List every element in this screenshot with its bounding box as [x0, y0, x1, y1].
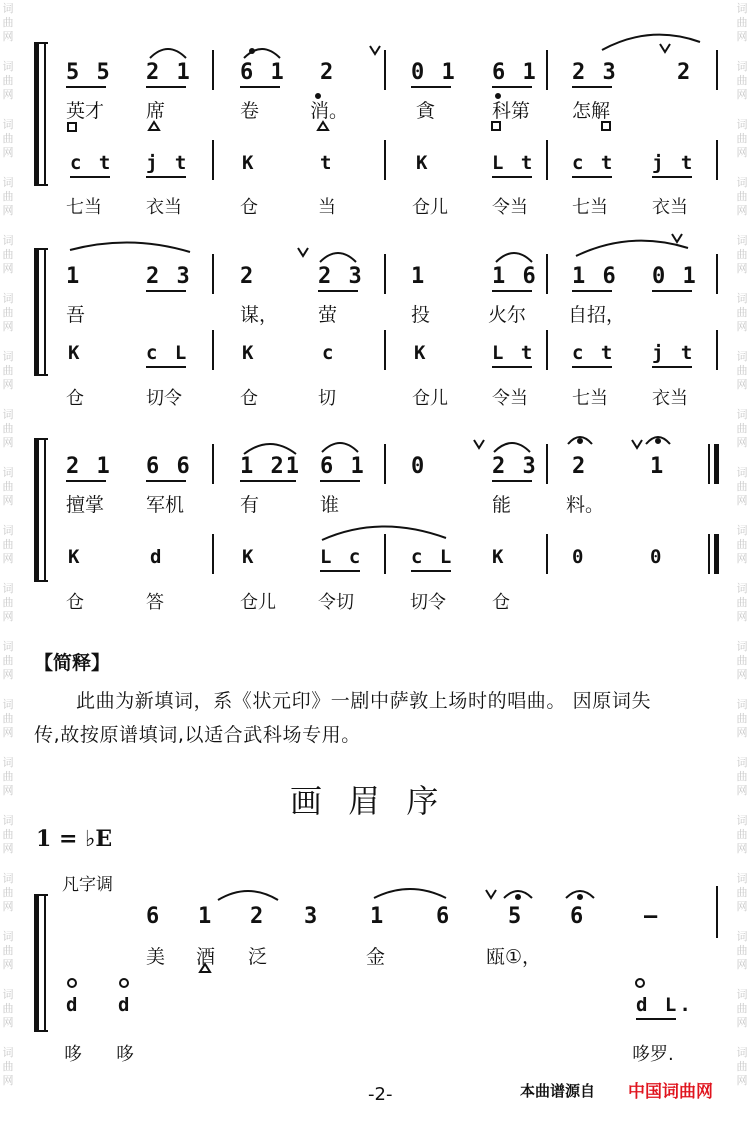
watermark: 词曲网 [736, 234, 748, 275]
fermata-dot [578, 895, 582, 899]
percussion: K [416, 152, 431, 174]
percussion: L c [320, 546, 364, 568]
note: 1 [198, 904, 214, 929]
note-group: 1 6 [492, 264, 538, 289]
percussion: j t [652, 342, 696, 364]
note-group: 2 1 [146, 60, 192, 85]
lyric: 擅掌 [66, 494, 105, 516]
note: 1 [370, 904, 386, 929]
note-group: 2 3 [492, 454, 538, 479]
note-heading: 【简释】 [34, 652, 111, 674]
watermark: 词曲网 [736, 118, 748, 159]
percussion: j t [652, 152, 696, 174]
slur [602, 35, 700, 50]
accent-triangle [149, 122, 159, 130]
slur [576, 241, 688, 256]
watermark: 词曲网 [2, 756, 14, 797]
percussion: 0 [572, 546, 587, 568]
lyric: 美 [146, 946, 166, 968]
slur [322, 526, 446, 540]
percussion: d [66, 994, 81, 1016]
percussion-syllable: 仓 [240, 388, 258, 409]
lyric: 科第 [492, 100, 531, 122]
mode-label: 凡字调 [62, 875, 113, 895]
lyric: 自招， [568, 304, 626, 326]
breath-mark [660, 44, 670, 52]
note-group: 2 3 [318, 264, 364, 289]
percussion: j t [146, 152, 190, 174]
watermark: 词曲网 [2, 814, 14, 855]
watermark: 词曲网 [736, 988, 748, 1029]
note-group: 6 1 [492, 60, 538, 85]
lyric: 泛 [248, 946, 268, 968]
watermark: 词曲网 [736, 60, 748, 101]
lyric: 席 [146, 100, 166, 122]
percussion-syllable: 七当 [572, 197, 608, 218]
watermark: 词曲网 [736, 466, 748, 507]
note-group: 2 [320, 60, 336, 85]
watermark: 词曲网 [736, 2, 748, 43]
percussion-syllable: 仓 [492, 592, 510, 613]
percussion: d [118, 994, 133, 1016]
fermata-dot [656, 439, 660, 443]
key-signature: 1 = ♭E [36, 826, 113, 852]
note: 6 [570, 904, 586, 929]
dot [496, 94, 500, 98]
note: 2 [250, 904, 266, 929]
percussion: 0 [650, 546, 665, 568]
bracket-bottom [34, 1030, 48, 1032]
watermark: 词曲网 [2, 640, 14, 681]
note: 3 [304, 904, 320, 929]
percussion: L t [492, 152, 536, 174]
lyric: 料。 [566, 494, 605, 516]
accent-square [492, 122, 500, 130]
percussion: c L [146, 342, 190, 364]
lyric: 火尔 [488, 304, 527, 326]
note-paragraph-line-1: 此曲为新填词，系《状元印》一剧中萨敦上场时的唱曲。 因原词失 [76, 690, 652, 712]
note-group: 0 1 [652, 264, 698, 289]
slur [322, 443, 358, 452]
underline [636, 1018, 676, 1020]
dot [316, 94, 320, 98]
percussion-syllable: 衣当 [652, 197, 688, 218]
watermark: 词曲网 [2, 292, 14, 333]
watermark: 词曲网 [2, 930, 14, 971]
percussion: c L [411, 546, 455, 568]
breath-mark [298, 248, 308, 256]
slur [218, 891, 278, 900]
percussion: L t [492, 342, 536, 364]
percussion-syllable: 切令 [146, 388, 182, 409]
slur [70, 242, 190, 252]
watermark: 词曲网 [2, 524, 14, 565]
watermark: 词曲网 [736, 582, 748, 623]
note-group: 1 6 [572, 264, 618, 289]
note-group: 0 1 [411, 60, 457, 85]
lyric: 金 [366, 946, 386, 968]
percussion: c [322, 342, 337, 364]
watermark: 词曲网 [736, 524, 748, 565]
lyric: 军机 [146, 494, 185, 516]
watermark: 词曲网 [736, 930, 748, 971]
percussion-syllable: 哆 [116, 1044, 134, 1065]
note-group: 2 3 [572, 60, 618, 85]
accent-triangle [318, 122, 328, 130]
lyric: 貪 [416, 100, 436, 122]
accent-square [68, 123, 76, 131]
watermark: 词曲网 [2, 2, 14, 43]
percussion-syllable: 衣当 [652, 388, 688, 409]
note-group: 1 21 [240, 454, 301, 479]
watermark: 词曲网 [2, 60, 14, 101]
watermark: 词曲网 [2, 1046, 14, 1087]
percussion: c t [70, 152, 114, 174]
percussion-syllable: 令切 [318, 592, 354, 613]
note: 6 [436, 904, 452, 929]
lyric: 萤 [318, 304, 338, 326]
breath-mark [672, 234, 682, 242]
note-group: 2 [572, 454, 588, 479]
percussion-syllable: 仓 [240, 197, 258, 218]
watermark: 词曲网 [736, 176, 748, 217]
percussion-syllable: 令当 [492, 197, 528, 218]
note-group: 0 [411, 454, 427, 479]
note-group: 6 1 [240, 60, 286, 85]
slur [320, 253, 356, 262]
accent-square [602, 122, 610, 130]
slur [494, 443, 530, 452]
lyric: 有 [240, 494, 260, 516]
watermark: 词曲网 [736, 698, 748, 739]
percussion: c t [572, 342, 616, 364]
percussion: K [492, 546, 507, 568]
percussion: t [320, 152, 335, 174]
percussion-syllable: 七当 [66, 197, 102, 218]
watermark: 词曲网 [2, 872, 14, 913]
slur [244, 444, 296, 454]
barline [716, 886, 718, 938]
open-circle [636, 979, 644, 987]
percussion: d L. [636, 994, 694, 1016]
sustain-dash: — [644, 904, 660, 929]
watermark: 词曲网 [2, 408, 14, 449]
lyric: 谋， [240, 304, 279, 326]
note-group: 1 [650, 454, 666, 479]
watermark: 词曲网 [736, 408, 748, 449]
slur [374, 889, 446, 898]
watermark: 词曲网 [736, 1046, 748, 1087]
note-group: 1 [411, 264, 427, 289]
lyric: 酒 [196, 946, 216, 968]
percussion-syllable: 切 [318, 388, 336, 409]
dot [250, 49, 254, 53]
percussion-syllable: 仓 [66, 388, 84, 409]
fermata-dot [578, 439, 582, 443]
percussion-syllable: 答 [146, 592, 164, 613]
page-number: -2- [368, 1084, 393, 1105]
percussion-syllable: 仓儿 [240, 592, 276, 613]
percussion-syllable: 当 [318, 197, 336, 218]
note-paragraph-line-2: 传,故按原谱填词,以适合武科场专用。 [34, 724, 361, 746]
watermark: 词曲网 [2, 698, 14, 739]
piece-title: 画 眉 序 [290, 782, 447, 820]
percussion-syllable: 切令 [410, 592, 446, 613]
percussion-syllable: 仓儿 [412, 197, 448, 218]
breath-mark [370, 46, 380, 54]
percussion: K [68, 546, 83, 568]
percussion: K [68, 342, 83, 364]
slur [150, 49, 186, 58]
lyric: 吾 [66, 304, 86, 326]
slur [496, 253, 532, 262]
watermark: 词曲网 [736, 872, 748, 913]
percussion: c t [572, 152, 616, 174]
note-group: 1 [66, 264, 82, 289]
percussion-syllable: 七当 [572, 388, 608, 409]
system-bracket [34, 894, 39, 1032]
note: 6 [146, 904, 162, 929]
lyric: 英才 [66, 100, 105, 122]
lyric: 怎解 [572, 100, 611, 122]
watermark: 词曲网 [736, 640, 748, 681]
watermark: 词曲网 [736, 814, 748, 855]
open-circle [68, 979, 76, 987]
percussion-syllable: 仓 [66, 592, 84, 613]
watermark: 词曲网 [736, 350, 748, 391]
system-line [44, 894, 46, 1032]
breath-mark [486, 890, 496, 898]
watermark: 词曲网 [2, 118, 14, 159]
lyric: 谁 [320, 494, 340, 516]
watermark: 词曲网 [2, 176, 14, 217]
percussion-syllable: 令当 [492, 388, 528, 409]
percussion-syllable: 仓儿 [412, 388, 448, 409]
lyric: 消。 [310, 100, 349, 122]
percussion: K [242, 152, 257, 174]
note-group: 2 [240, 264, 256, 289]
lyric: 卷 [240, 100, 260, 122]
watermark: 词曲网 [2, 350, 14, 391]
bracket-top [34, 894, 48, 896]
percussion-syllable: 衣当 [146, 197, 182, 218]
note: 5 [508, 904, 524, 929]
lyric: 投 [411, 304, 431, 326]
open-circle [120, 979, 128, 987]
watermark: 词曲网 [2, 988, 14, 1029]
source-site-link[interactable]: 中国词曲网 [628, 1082, 713, 1102]
percussion: d [150, 546, 165, 568]
percussion: K [242, 546, 257, 568]
watermark: 词曲网 [736, 756, 748, 797]
watermark: 词曲网 [2, 234, 14, 275]
note-group: 2 3 [146, 264, 192, 289]
watermark: 词曲网 [2, 466, 14, 507]
note-group: 5 5 [66, 60, 112, 85]
note-group: 6 6 [146, 454, 192, 479]
breath-mark [474, 440, 484, 448]
watermark: 词曲网 [736, 292, 748, 333]
note-group: 2 1 [66, 454, 112, 479]
percussion-syllable: 哆罗. [632, 1044, 674, 1065]
percussion-syllable: 哆 [64, 1044, 82, 1065]
watermark: 词曲网 [2, 582, 14, 623]
breath-mark [632, 440, 642, 448]
lyric: 能 [492, 494, 512, 516]
note-group: 2 [677, 60, 693, 85]
fermata-dot [516, 895, 520, 899]
source-label: 本曲谱源自 [520, 1082, 596, 1100]
lyric: 瓯①， [486, 946, 542, 968]
percussion: K [414, 342, 429, 364]
percussion: K [242, 342, 257, 364]
note-group: 6 1 [320, 454, 366, 479]
